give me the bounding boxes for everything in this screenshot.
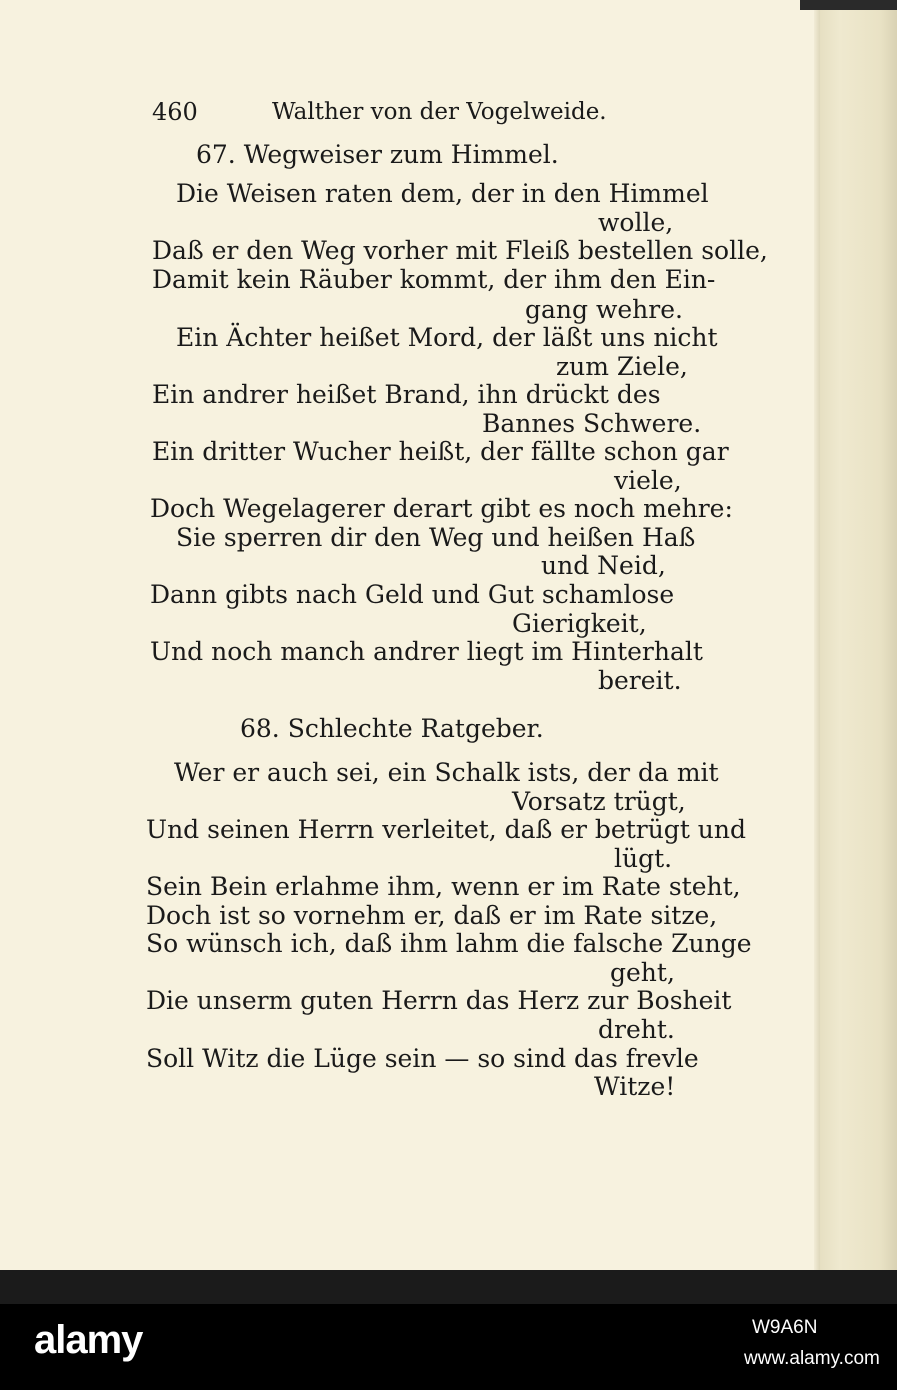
poem-line: Und noch manch andrer liegt im Hinterhalt bbox=[150, 637, 703, 666]
poem-line: Bannes Schwere. bbox=[482, 409, 702, 438]
poem-line: Damit kein Räuber kommt, der ihm den Ein- bbox=[152, 265, 716, 294]
poem-line: viele, bbox=[614, 466, 682, 495]
poem-line: Doch ist so vornehm er, daß er im Rate sitze, bbox=[146, 901, 718, 930]
running-title: Walther von der Vogelweide. bbox=[272, 99, 607, 125]
page-number: 460 bbox=[152, 98, 198, 126]
poem-line: Soll Witz die Lüge sein — so sind das frevle bbox=[146, 1044, 699, 1073]
poem-line: lügt. bbox=[614, 844, 673, 873]
poem-line: zum Ziele, bbox=[556, 352, 688, 381]
poem-line: Witze! bbox=[594, 1072, 676, 1101]
poem-line: Daß er den Weg vorher mit Fleiß bestellen solle, bbox=[152, 236, 768, 265]
scan-bottom-edge bbox=[0, 1270, 897, 1304]
footer-logo: alamy bbox=[34, 1318, 143, 1362]
poem-line: Wer er auch sei, ein Schalk ists, der da mit bbox=[174, 758, 719, 787]
poem-line: Doch Wegelagerer derart gibt es noch mehre: bbox=[150, 494, 733, 523]
poem-line: bereit. bbox=[598, 666, 682, 695]
poem-line: Ein Ächter heißet Mord, der läßt uns nicht bbox=[176, 323, 718, 352]
poem-line: Sie sperren dir den Weg und heißen Haß bbox=[176, 523, 696, 552]
footer-url: www.alamy.com bbox=[744, 1348, 880, 1369]
cover-corner bbox=[800, 0, 897, 10]
poem-title: 68. Schlechte Ratgeber. bbox=[240, 714, 544, 743]
poem-line: Ein andrer heißet Brand, ihn drückt des bbox=[152, 380, 661, 409]
poem-line: wolle, bbox=[598, 208, 674, 237]
poem-line: Und seinen Herrn verleitet, daß er betrügt und bbox=[146, 815, 747, 844]
poem-line: Vorsatz trügt, bbox=[512, 787, 686, 816]
poem-line: Die Weisen raten dem, der in den Himmel bbox=[176, 179, 709, 208]
poem-line: Dann gibts nach Geld und Gut schamlose bbox=[150, 580, 675, 609]
poem-line: Die unserm guten Herrn das Herz zur Bosheit bbox=[146, 986, 732, 1015]
book-spine bbox=[820, 0, 897, 1270]
poem-line: gang wehre. bbox=[525, 295, 683, 324]
footer-image-id: W9A6N bbox=[752, 1317, 818, 1338]
poem-line: geht, bbox=[610, 958, 675, 987]
poem-line: So wünsch ich, daß ihm lahm die falsche Zunge bbox=[146, 929, 752, 958]
poem-title: 67. Wegweiser zum Himmel. bbox=[196, 140, 559, 169]
poem-line: Ein dritter Wucher heißt, der fällte schon gar bbox=[152, 437, 729, 466]
poem-line: Sein Bein erlahme ihm, wenn er im Rate steht, bbox=[146, 872, 741, 901]
poem-line: dreht. bbox=[598, 1015, 675, 1044]
poem-line: und Neid, bbox=[541, 551, 666, 580]
poem-line: Gierigkeit, bbox=[512, 609, 647, 638]
